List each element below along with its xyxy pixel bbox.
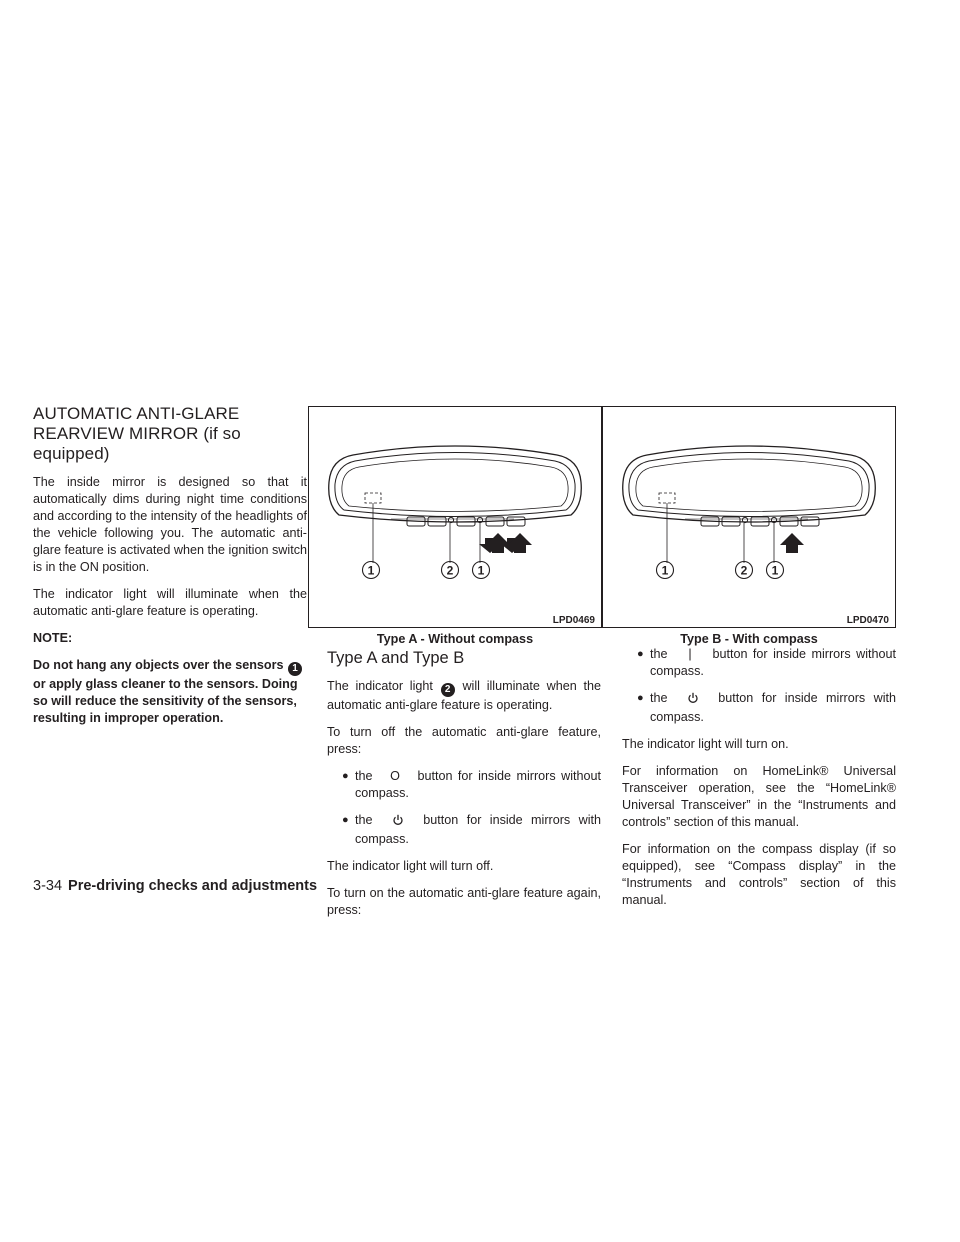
callout-marker: 2 [441,683,455,697]
column-left [33,404,307,737]
homelink-paragraph: For information on HomeLink® Universal Transceiver operation, see the “HomeLink® Universal Transceiver” in the “Instruments and controls” section of this manual. [622,764,896,829]
off-button-symbol: O [390,769,400,783]
bullet-on-with-compass: ● the button for inside mirrors with compass. [637,691,897,724]
bullet-dot-icon: ● [637,648,644,660]
note-label: NOTE: [33,631,73,645]
callout-2: 2 [446,563,454,578]
power-icon [381,814,415,831]
mirror-illustration-b [603,407,895,627]
bullet-off-with-compass: ● the button for inside mirrors with compass. [342,813,602,846]
section-title: AUTOMATIC ANTI-GLARE REARVIEW MIRROR (if so equipped) [33,404,241,463]
figure-code: LPD0470 [846,615,889,626]
bullet-off-without-compass: ● the O button for inside mirrors without compass. [342,769,602,800]
subsection-heading: Type A and Type B [327,649,465,667]
page-number: 3-34 [33,878,63,894]
callout-1-right: 1 [771,563,779,578]
bullet-dot-icon: ● [342,814,349,826]
figure-caption-b: Type B - With compass [680,632,818,646]
callout-1-right: 1 [477,563,485,578]
bullet-on-without-compass: ● the | button for inside mirrors without compass. [637,647,897,678]
callout-marker: 1 [288,662,302,676]
indicator-paragraph: The indicator light will illuminate when the automatic anti-glare feature is operating. [33,587,307,618]
note-text: Do not hang any objects over the sensors 1 or apply glass cleaner to the sensors. Doing so will reduce the sensitivity of the sensors, resulting in improper operation. [33,657,307,727]
turn-off-intro: To turn off the automatic anti-glare feature, press: [327,725,601,756]
on-button-symbol: | [688,647,692,661]
figure-type-a [308,406,602,628]
callout-1-left: 1 [661,563,669,578]
figure-caption-a: Type A - Without compass [376,632,534,646]
chapter-title: Pre-driving checks and adjustments [68,878,318,894]
callout-2: 2 [740,563,748,578]
column-middle [327,648,601,929]
mirror-illustration-a [309,407,601,627]
turned-on-text: The indicator light will turn on. [622,737,789,751]
figure-code: LPD0469 [552,615,595,626]
bullet-dot-icon: ● [342,770,349,782]
page-footer [33,878,317,894]
indicator-light-paragraph: The indicator light 2 will illuminate when the automatic anti-glare feature is operating. [327,679,602,712]
column-right [622,646,896,919]
turn-on-intro: To turn on the automatic anti-glare feature again, press: [327,886,601,917]
turned-off-text: The indicator light will turn off. [327,859,494,873]
compass-paragraph: For information on the compass display (if so equipped), see “Compass display” in the “Instruments and controls” section of this manual. [622,842,896,907]
bullet-dot-icon: ● [637,692,644,704]
power-icon [676,692,710,709]
intro-paragraph: The inside mirror is designed so that it automatically dims during night time conditions and according to the intensity of the headlights of the vehicle following you. The automatic anti-glare feature is activated when the ignition switch is in the ON position. [33,475,307,574]
figure-type-b [602,406,896,628]
callout-1-left: 1 [367,563,375,578]
